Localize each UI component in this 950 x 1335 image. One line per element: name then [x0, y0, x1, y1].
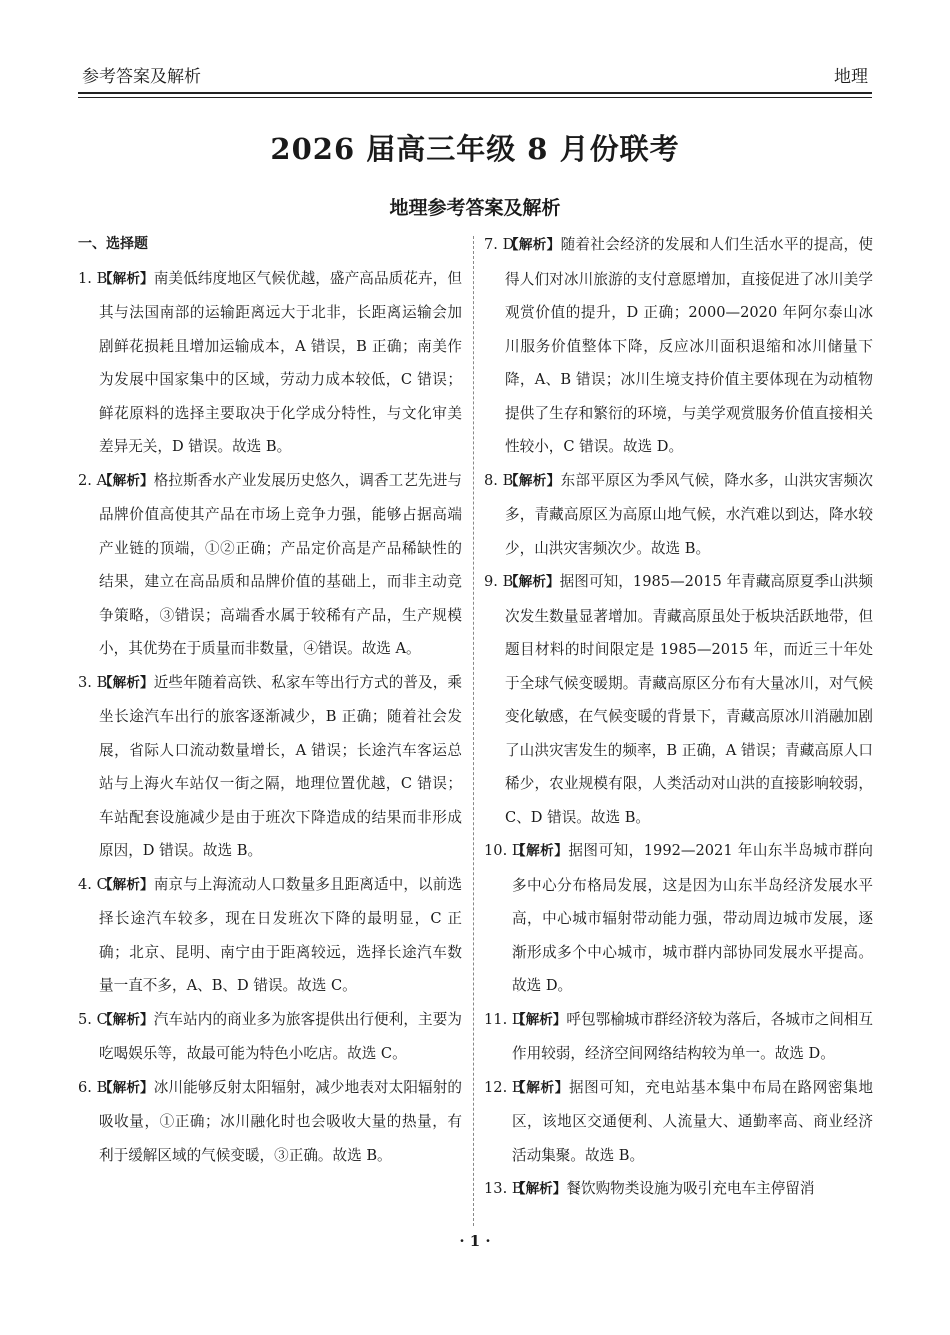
answer-number: 9. B — [484, 573, 514, 590]
answer-number: 7. D — [484, 236, 515, 253]
answer-number: 2. A — [78, 471, 108, 489]
analysis-tag: 【解析】 — [505, 472, 561, 489]
answer-number: 5. C — [78, 1010, 108, 1028]
answer-number: 4. C — [78, 875, 108, 893]
answer-text: 南京与上海流动人口数量多且距离适中，以前选择长途汽车较多，现在日发班次下降的最明显，C 正确；北京、昆明、南宁由于距离较远，选择长途汽车数量一直不多，A、B、D 错误。故选 C。 — [99, 875, 462, 994]
analysis-tag: 【解析】 — [512, 843, 569, 859]
answer-number: 13. B — [484, 1180, 523, 1197]
answer-item — [484, 228, 873, 464]
header-rule-thick — [78, 92, 872, 94]
analysis-tag: 【解析】 — [99, 1011, 154, 1028]
left-column — [78, 228, 462, 1172]
answer-item — [78, 464, 462, 666]
answer-number: 11. D — [484, 1010, 524, 1028]
answer-item — [484, 565, 873, 834]
answer-text: 随着社会经济的发展和人们生活水平的提高，使得人们对冰川旅游的支付意愿增加，直接促进了冰川美学观赏价值的提升，D 正确；2000—2020 年阿尔泰山冰川服务价值整体下降，反应冰川面积退缩和冰川储量下降，A、B 错误；冰川生境支持价值主要体现在为动植物提供了生存和繁衍的环境，与美学观赏服务价值直接相关性较小，C 错误。故选 D。 — [505, 236, 873, 455]
answer-number: 10. D — [484, 842, 524, 859]
answer-text: 餐饮购物类设施为吸引充电车主停留消 — [566, 1180, 815, 1197]
analysis-tag: 【解析】 — [512, 1181, 567, 1197]
section-heading: 一、选择题 — [78, 236, 148, 252]
header-rule-thin — [78, 97, 872, 98]
answer-text: 呼包鄂榆城市群经济较为落后，各城市之间相互作用较弱，经济空间网络结构较为单一。故选 D。 — [512, 1010, 873, 1062]
answer-number: 8. B — [484, 471, 514, 489]
analysis-tag: 【解析】 — [512, 1079, 569, 1096]
answer-text: 冰川能够反射太阳辐射，减少地表对太阳辐射的吸收量，①正确；冰川融化时也会吸收大量的热量，有利于缓解区域的气候变暖，③正确。故选 B。 — [99, 1078, 462, 1164]
answer-item — [484, 1071, 873, 1173]
answer-item — [484, 464, 873, 566]
answer-item — [78, 868, 462, 1003]
analysis-tag: 【解析】 — [505, 237, 561, 253]
page-header — [78, 58, 872, 90]
answer-text: 据图可知，1992—2021 年山东半岛城市群向多中心分布格局发展，这是因为山东半岛经济发展水平高，中心城市辐射带动能力强，带动周边城市发展，逐渐形成多个中心城市，城市群内部协同发展水平提高。故选 D。 — [512, 842, 874, 994]
analysis-tag: 【解析】 — [99, 270, 154, 287]
page-subtitle: 地理参考答案及解析 — [389, 197, 561, 219]
answer-item — [78, 666, 462, 868]
answer-item — [78, 1071, 462, 1173]
answer-number: 3. B — [78, 673, 108, 691]
header-left: 参考答案及解析 — [82, 67, 201, 87]
right-column — [484, 228, 873, 1207]
answer-text: 据图可知，1985—2015 年青藏高原夏季山洪频次发生数量显著增加。青藏高原虽处于板块活跃地带，但题目材料的时间限定是 1985—2015 年，而近三十年处于全球气候变暖期。青藏高原区分布有大量冰川，对气候变化敏感，在气候变暖的背景下，青藏高原冰川消融加剧了山洪灾害发生的频率，B 正确，A 错误；青藏高原人口稀少，农业规模有限，人类活动对山洪的直接影响较弱，C、D 错误。故选 B。 — [505, 573, 874, 826]
answer-item — [78, 1003, 462, 1071]
header-right: 地理 — [834, 67, 868, 87]
page-number: · 1 · — [459, 1232, 491, 1250]
analysis-tag: 【解析】 — [99, 472, 154, 489]
answer-text: 格拉斯香水产业发展历史悠久，调香工艺先进与品牌价值高使其产品在市场上竞争力强，能够占据高端产业链的顶端，①②正确；产品定价高是产品稀缺性的结果，建立在高品质和品牌价值的基础上，而非主动竞争策略，③错误；高端香水属于较稀有产品，生产规模小，其优势在于质量而非数量，④错误。故选 A。 — [99, 471, 462, 657]
answer-item — [78, 262, 462, 464]
answer-text: 汽车站内的商业多为旅客提供出行便利，主要为吃喝娱乐等，故最可能为特色小吃店。故选 C。 — [99, 1010, 462, 1062]
answer-item — [484, 834, 873, 1003]
analysis-tag: 【解析】 — [99, 1079, 154, 1096]
answer-item — [484, 1172, 873, 1207]
answer-text: 东部平原区为季风气候，降水多，山洪灾害频次多，青藏高原区为高原山地气候，水汽难以到达，降水较少，山洪灾害频次少。故选 B。 — [505, 471, 873, 557]
answer-item — [484, 1003, 873, 1071]
answer-number: 6. B — [78, 1078, 108, 1096]
page-title: 2026 届高三年级 8 月份联考 — [270, 132, 680, 166]
answer-text: 南美低纬度地区气候优越，盛产高品质花卉，但其与法国南部的运输距离远大于北非，长距离运输会加剧鲜花损耗且增加运输成本，A 错误，B 正确；南美作为发展中国家集中的区域，劳动力成本较低，C 错误；鲜花原料的选择主要取决于化学成分特性，与文化审美差异无关，D 错误。故选 B。 — [99, 269, 462, 455]
answer-text: 近些年随着高铁、私家车等出行方式的普及，乘坐长途汽车出行的旅客逐渐减少，B 正确；随着社会发展，省际人口流动数量增长，A 错误；长途汽车客运总站与上海火车站仅一街之隔，地理位置优越，C 错误；车站配套设施减少是由于班次下降造成的结果而非形成原因，D 错误。故选 B。 — [99, 673, 462, 859]
answer-number: 12. B — [484, 1078, 523, 1096]
answer-number: 1. B — [78, 269, 108, 287]
answer-text: 据图可知，充电站基本集中布局在路网密集地区，该地区交通便利、人流量大、通勤率高、商业经济活动集聚。故选 B。 — [512, 1078, 873, 1164]
analysis-tag: 【解析】 — [505, 574, 560, 590]
analysis-tag: 【解析】 — [99, 876, 154, 893]
column-divider — [473, 236, 474, 1226]
analysis-tag: 【解析】 — [99, 674, 154, 691]
analysis-tag: 【解析】 — [512, 1011, 567, 1028]
